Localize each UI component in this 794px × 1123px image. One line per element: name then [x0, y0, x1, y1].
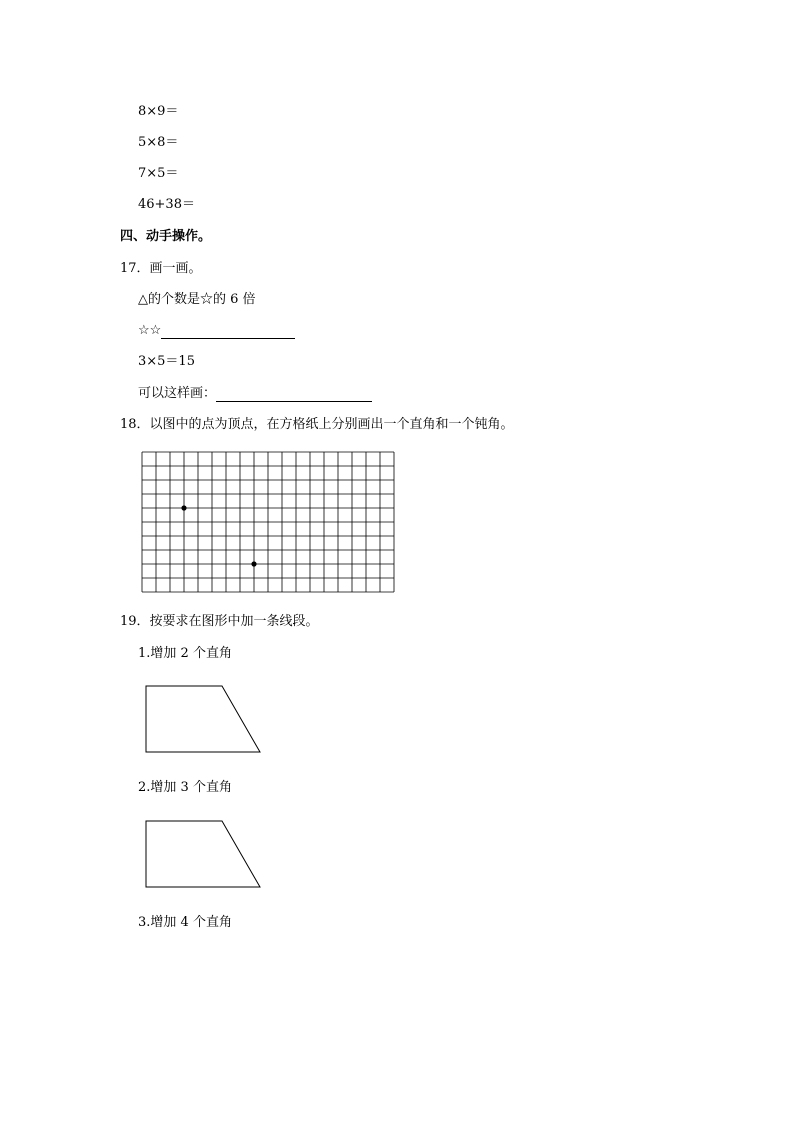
q17-line1: △的个数是☆的 6 倍 [138, 292, 256, 307]
q18-prompt [120, 417, 514, 433]
q17-draw-label: 可以这样画： [138, 386, 217, 401]
q17-answer-blank-1[interactable] [161, 325, 295, 339]
q18-number: 18． [120, 417, 150, 432]
q17-draw-line [138, 386, 372, 402]
q19-item-2: 2.增加 3 个直角 [138, 780, 232, 795]
trapezoid-2[interactable] [144, 819, 264, 891]
q17-title-text: 画一画。 [149, 261, 202, 276]
q17-stars: ☆☆ [138, 323, 162, 338]
calc-1: 8×9＝ [138, 104, 179, 119]
q18-text: 以图中的点为顶点，在方格纸上分别画出一个直角和一个钝角。 [149, 417, 514, 432]
q17-equation: 3×5＝15 [138, 354, 195, 369]
square-grid-paper[interactable] [141, 451, 395, 593]
calc-2: 5×8＝ [138, 135, 179, 150]
trapezoid-1[interactable] [144, 684, 264, 756]
vertex-dot-1 [181, 505, 186, 510]
q17-answer-blank-2[interactable] [216, 388, 372, 402]
q19-item-3: 3.增加 4 个直角 [138, 915, 232, 930]
q19-number: 19． [120, 614, 150, 629]
q19-prompt [120, 614, 319, 630]
vertex-dot-2 [251, 561, 256, 566]
q17-title [120, 261, 202, 277]
calc-4: 46+38＝ [138, 197, 195, 212]
trapezoid-2-shape [146, 821, 260, 887]
section-heading: 四、动手操作。 [120, 229, 212, 244]
q17-stars-line [138, 323, 295, 339]
calc-3: 7×5＝ [138, 166, 179, 181]
q17-number: 17． [120, 261, 150, 276]
q19-text: 按要求在图形中加一条线段。 [149, 614, 319, 629]
trapezoid-1-shape [146, 686, 260, 752]
q19-item-1: 1.增加 2 个直角 [138, 646, 232, 661]
